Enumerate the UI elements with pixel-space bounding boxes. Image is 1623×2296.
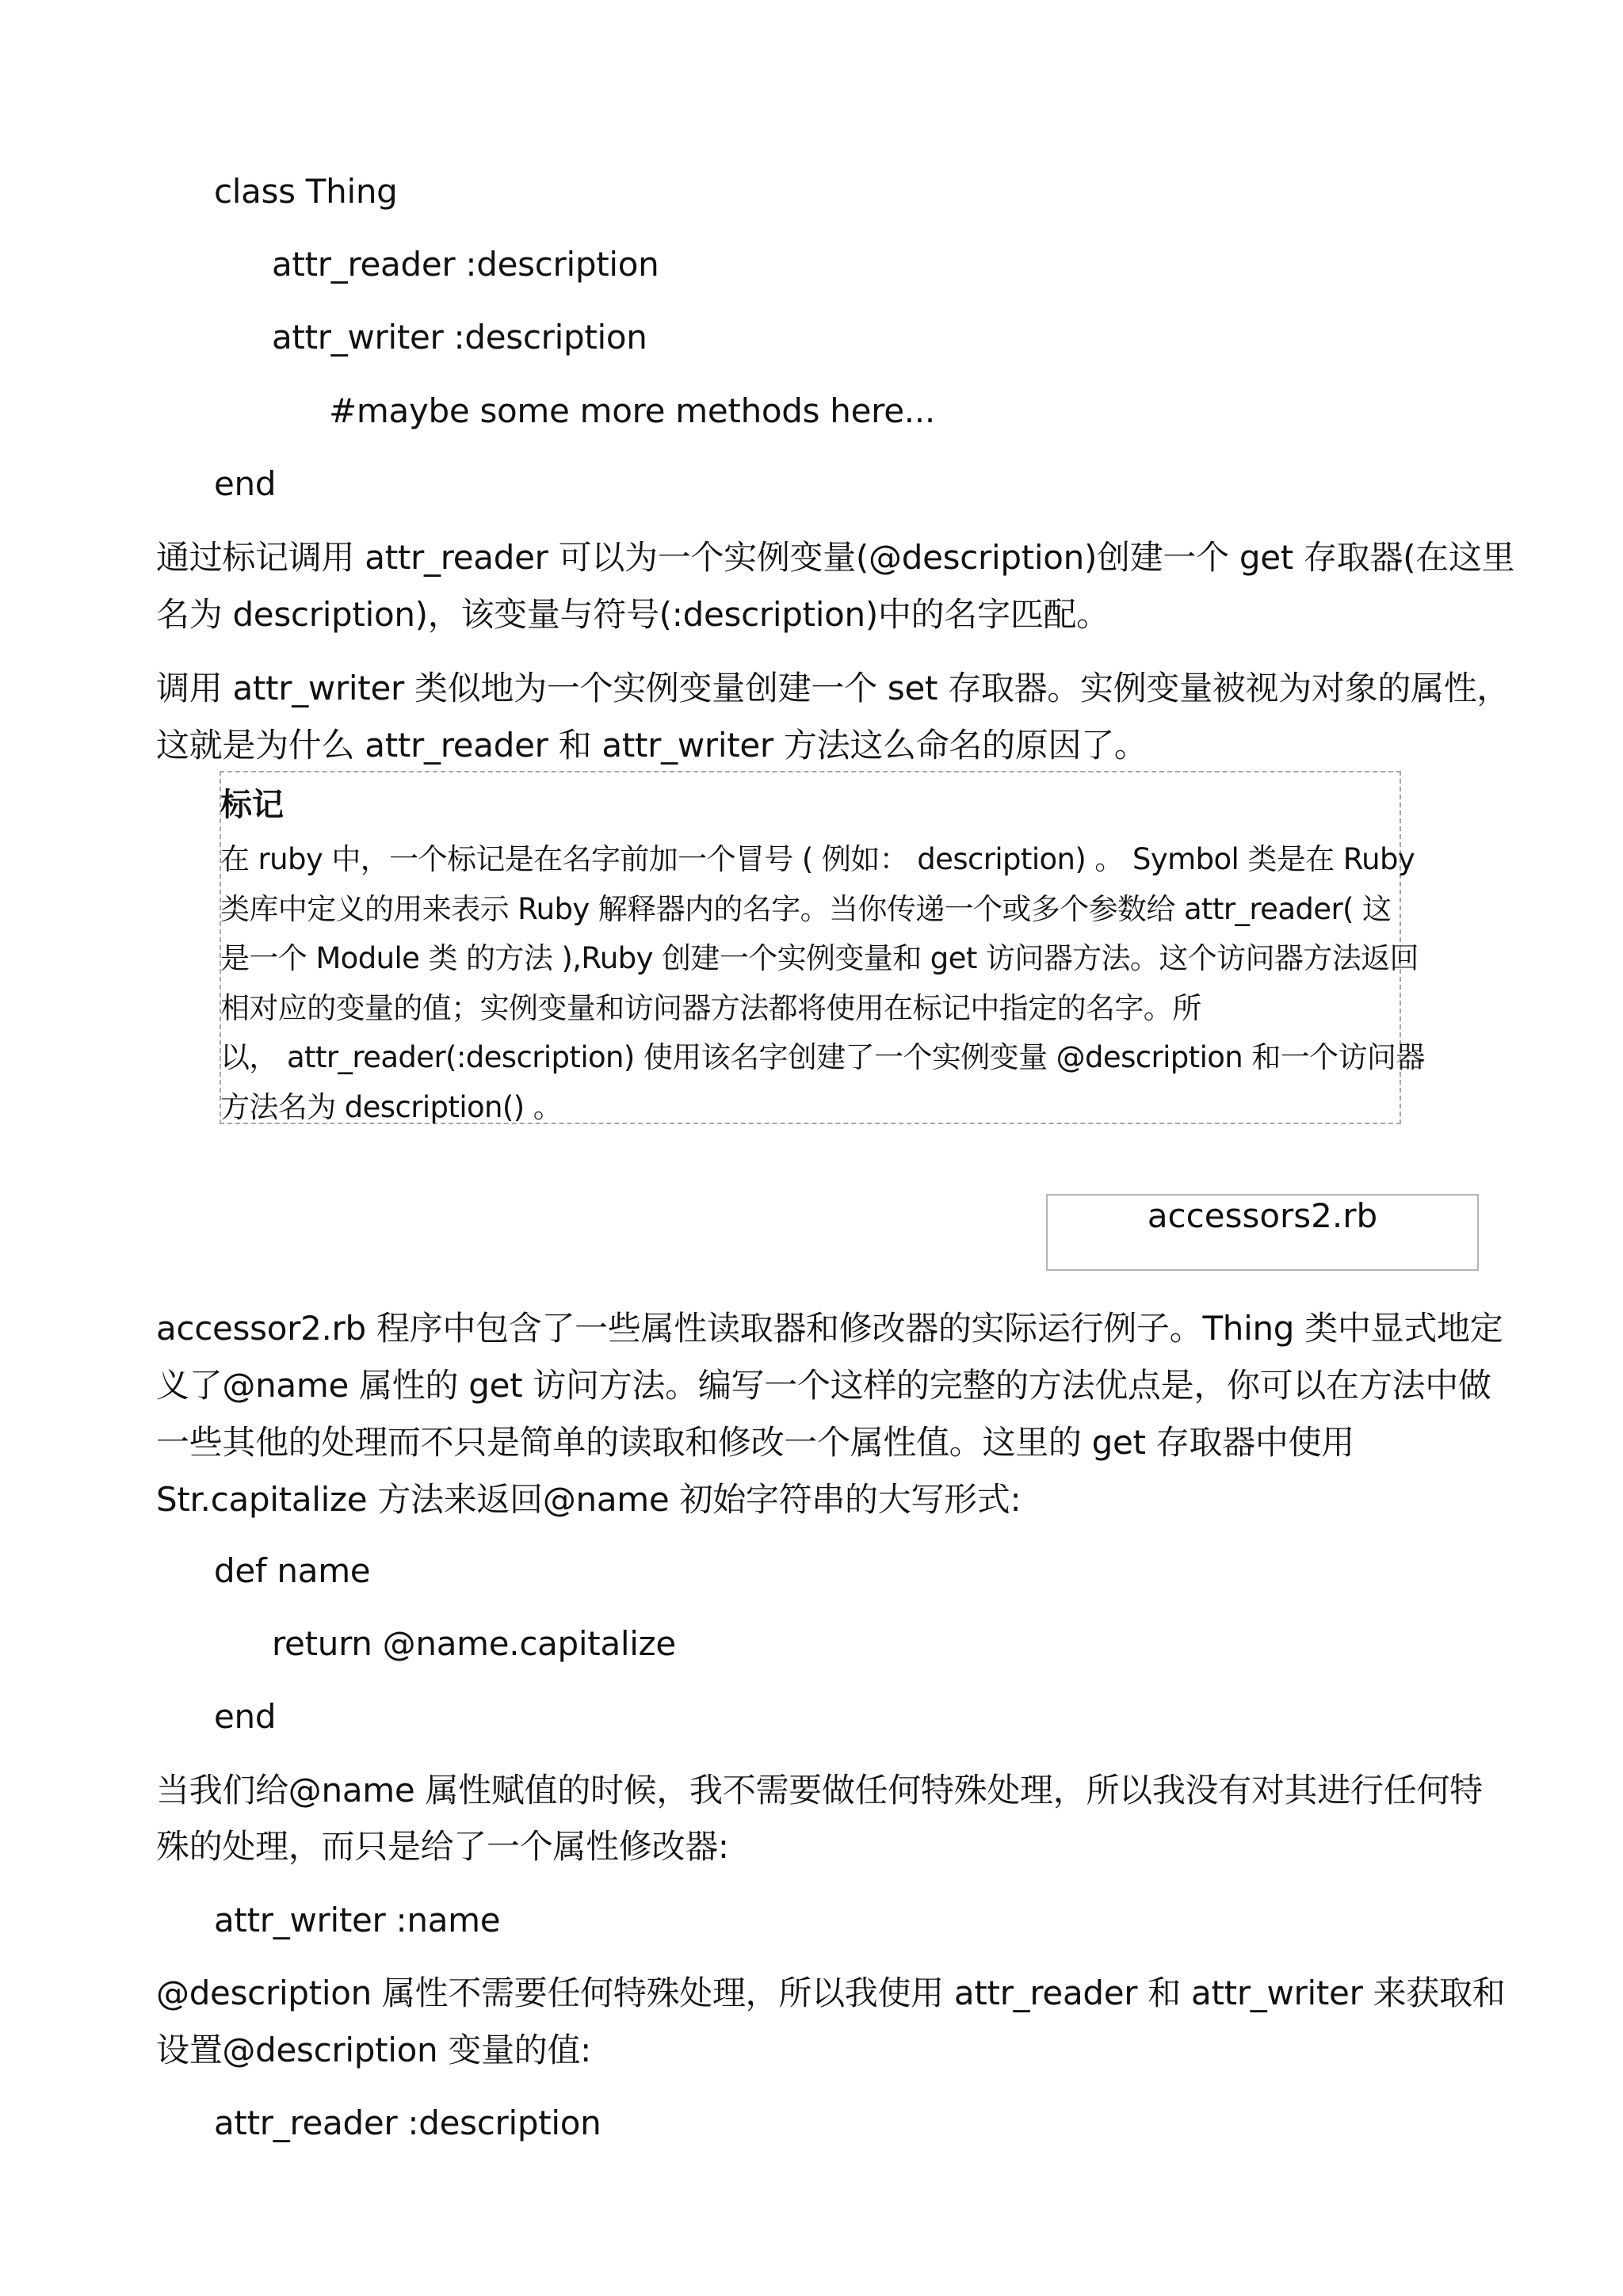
- paragraph-line: 调用 attr_writer 类似地为一个实例变量创建一个 set 存取器。实例变量被视为对象的属性，: [156, 669, 1510, 707]
- paragraph-line: 通过标记调用 attr_reader 可以为一个实例变量(@description)创建一个 get 存取器(在这里: [156, 538, 1515, 577]
- note-title: 标记: [220, 787, 284, 823]
- code-line: return @name.capitalize: [272, 1624, 676, 1663]
- note-line: 以， attr_reader(:description) 使用该名字创建了一个实例变量 @description 和一个访问器: [220, 1040, 1425, 1074]
- code-line: attr_writer :name: [214, 1901, 501, 1939]
- code-line: class Thing: [214, 172, 398, 211]
- note-line: 在 ruby 中，一个标记是在名字前加一个冒号 ( 例如： description) 。 Symbol 类是在 Ruby: [220, 842, 1415, 876]
- paragraph-line: 殊的处理，而只是给了一个属性修改器:: [156, 1827, 729, 1866]
- paragraph-line: 这就是为什么 attr_reader 和 attr_writer 方法这么命名的原因了。: [156, 726, 1148, 765]
- code-line: attr_writer :description: [272, 318, 647, 357]
- paragraph-line: 义了@name 属性的 get 访问方法。编写一个这样的完整的方法优点是，你可以在方法中做: [156, 1366, 1491, 1405]
- paragraph-line: 一些其他的处理而不只是简单的读取和修改一个属性值。这里的 get 存取器中使用: [156, 1423, 1354, 1462]
- note-line: 是一个 Module 类 的方法 ),Ruby 创建一个实例变量和 get 访问器方法。这个访问器方法返回: [220, 941, 1419, 975]
- note-line: 类库中定义的用来表示 Ruby 解释器内的名字。当你传递一个或多个参数给 attr_reader( 这: [220, 892, 1392, 926]
- paragraph-line: 设置@description 变量的值:: [156, 2031, 592, 2069]
- paragraph-line: 名为 description)，该变量与符号(:description)中的名字匹配。: [156, 595, 1109, 634]
- note-line: 相对应的变量的值；实例变量和访问器方法都将使用在标记中指定的名字。所: [220, 991, 1201, 1025]
- code-line: attr_reader :description: [214, 2103, 601, 2142]
- code-line: def name: [214, 1551, 371, 1590]
- paragraph-line: 当我们给@name 属性赋值的时候，我不需要做任何特殊处理，所以我没有对其进行任何特: [156, 1771, 1483, 1810]
- note-line: 方法名为 description() 。: [220, 1090, 563, 1124]
- file-label: accessors2.rb: [1147, 1196, 1378, 1235]
- code-line: end: [214, 464, 277, 503]
- code-comment-line: #maybe some more methods here...: [329, 391, 935, 430]
- code-line: attr_reader :description: [272, 245, 659, 284]
- paragraph-line: @description 属性不需要任何特殊处理，所以我使用 attr_reader 和 attr_writer 来获取和: [156, 1974, 1506, 2012]
- code-line: end: [214, 1697, 277, 1736]
- paragraph-line: Str.capitalize 方法来返回@name 初始字符串的大写形式:: [156, 1480, 1022, 1519]
- paragraph-line: accessor2.rb 程序中包含了一些属性读取器和修改器的实际运行例子。Thing 类中显式地定: [156, 1309, 1503, 1348]
